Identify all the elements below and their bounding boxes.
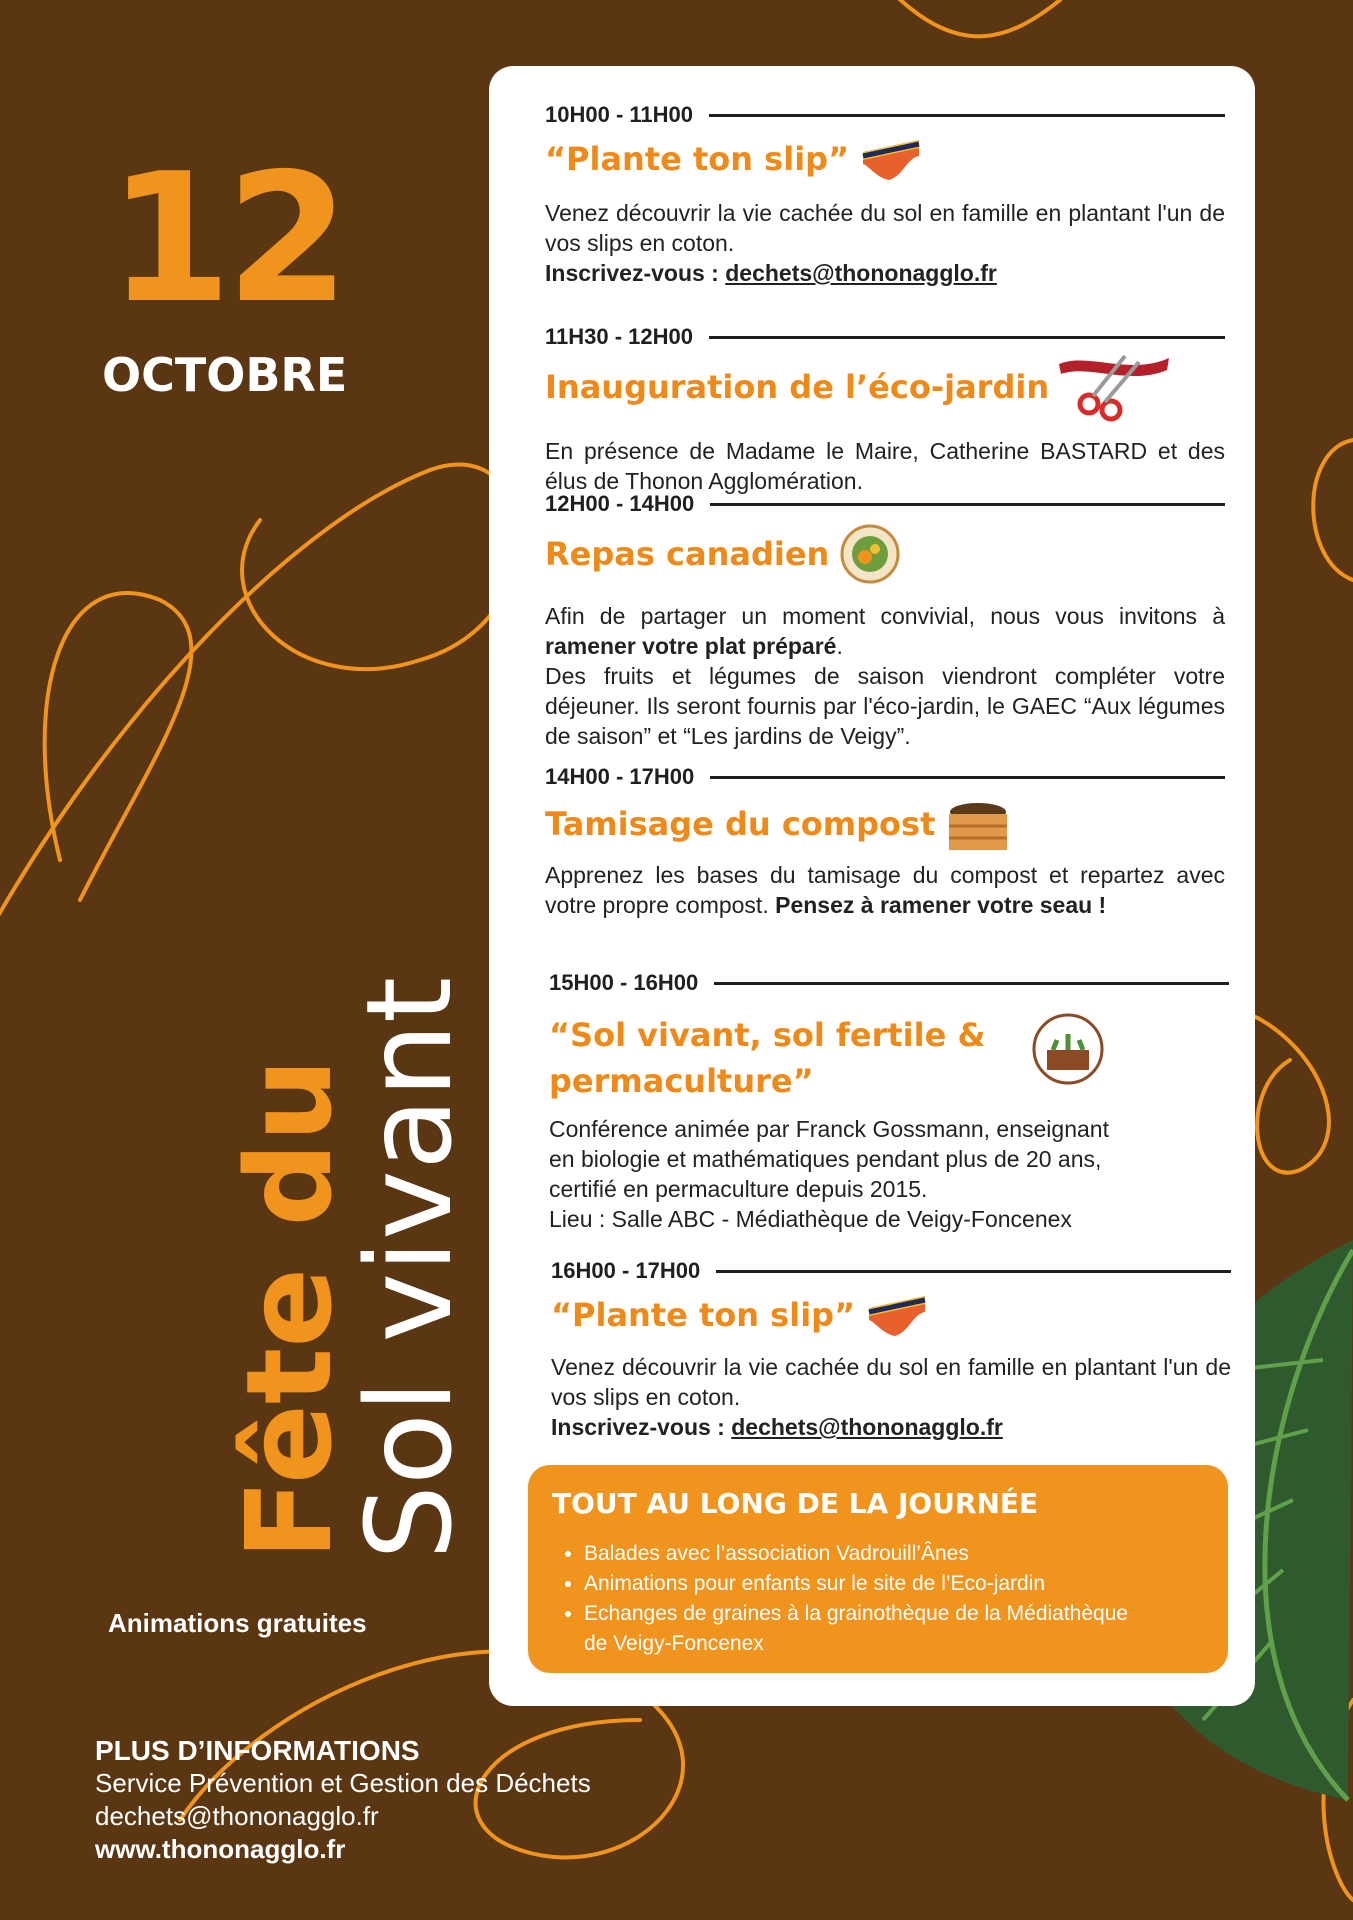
- ribbon-scissors-icon: [1059, 352, 1169, 422]
- all-day-list: [558, 1539, 1144, 1659]
- event-month: OCTOBRE: [102, 348, 348, 402]
- divider: [716, 1270, 1231, 1273]
- title-line-1: Fête du: [220, 1058, 358, 1560]
- garden-bed-icon: [1031, 1012, 1105, 1086]
- event-title: “Plante ton slip”: [545, 140, 850, 178]
- salad-bowl-icon: [839, 523, 901, 585]
- event-title: “Plante ton slip”: [551, 1296, 856, 1334]
- event-time: 12H00 - 14H00: [545, 491, 695, 516]
- event-time: 10H00 - 11H00: [545, 102, 693, 127]
- event-description-2: Des fruits et légumes de saison viendront compléter votre déjeuner. Ils seront fournis par l'éco-jardin, le GAEC “Aux légumes de saison” et “Les jardins de Veigy”.: [545, 663, 1225, 749]
- event-description: Venez découvrir la vie cachée du sol en famille en plantant l'un de vos slips en coton.: [545, 200, 1225, 256]
- compost-crate-icon: [945, 796, 1011, 852]
- event-description: Apprenez les bases du tamisage du compost et repartez avec votre propre compost. Pensez à ramener votre seau !: [545, 862, 1225, 918]
- event-time: 14H00 - 17H00: [545, 764, 695, 789]
- event-time: 16H00 - 17H00: [551, 1258, 701, 1283]
- signup-email-link[interactable]: dechets@thononagglo.fr: [725, 260, 997, 286]
- free-activities-label: Animations gratuites: [108, 1608, 367, 1638]
- contact-email[interactable]: dechets@thononagglo.fr: [95, 1801, 379, 1831]
- event-title: Repas canadien: [545, 535, 830, 573]
- title-line-2: Sol vivant: [340, 976, 478, 1560]
- divider: [709, 114, 1225, 117]
- event-title: Tamisage du compost: [545, 805, 936, 843]
- event-item: [545, 489, 1225, 751]
- all-day-title: TOUT AU LONG DE LA JOURNÉE: [552, 1487, 1039, 1520]
- event-time: 11H30 - 12H00: [545, 324, 693, 349]
- service-name: Service Prévention et Gestion des Déchets: [95, 1768, 591, 1798]
- event-item: [545, 100, 1225, 288]
- event-description: Venez découvrir la vie cachée du sol en famille en plantant l'un de vos slips en coton.: [551, 1354, 1231, 1410]
- event-item: [545, 762, 1225, 920]
- more-info-heading: PLUS D’INFORMATIONS: [95, 1735, 420, 1766]
- event-item: [551, 1256, 1231, 1442]
- underwear-icon: [865, 1290, 929, 1340]
- event-title: “Sol vivant, sol fertile & permaculture”: [549, 1016, 986, 1100]
- event-item: [549, 968, 1229, 1234]
- list-item: • Balades avec l’association Vadrouill’Ânes: [584, 1539, 1144, 1569]
- more-info-block: [95, 1734, 591, 1866]
- event-description: Conférence animée par Franck Gossmann, enseignant en biologie et mathématiques pendant plus de 20 ans, certifié en permaculture depuis 2015. Lieu : Salle ABC - Médiathèque de Veigy-Foncenex: [549, 1116, 1109, 1232]
- event-description: Afin de partager un moment convivial, nous vous invitons à ramener votre plat préparé.: [545, 603, 1225, 659]
- underwear-icon: [859, 134, 923, 184]
- signup-label: Inscrivez-vous :: [551, 1414, 725, 1440]
- divider: [710, 503, 1225, 506]
- event-item: [545, 322, 1225, 496]
- list-item: • Echanges de graines à la grainothèque de la Médiathèque de Veigy-Foncenex: [584, 1599, 1144, 1659]
- divider: [710, 776, 1225, 779]
- signup-label: Inscrivez-vous :: [545, 260, 719, 286]
- divider: [714, 982, 1229, 985]
- website-link[interactable]: www.thononagglo.fr: [95, 1834, 346, 1864]
- event-day: 12: [108, 135, 344, 342]
- event-description: En présence de Madame le Maire, Catherine BASTARD et des élus de Thonon Agglomération.: [545, 438, 1225, 494]
- signup-email-link[interactable]: dechets@thononagglo.fr: [731, 1414, 1003, 1440]
- event-time: 15H00 - 16H00: [549, 970, 699, 995]
- divider: [709, 336, 1225, 339]
- list-item: • Animations pour enfants sur le site de l’Eco-jardin: [584, 1569, 1144, 1599]
- all-day-box: [528, 1465, 1228, 1673]
- event-title: Inauguration de l’éco-jardin: [545, 368, 1050, 406]
